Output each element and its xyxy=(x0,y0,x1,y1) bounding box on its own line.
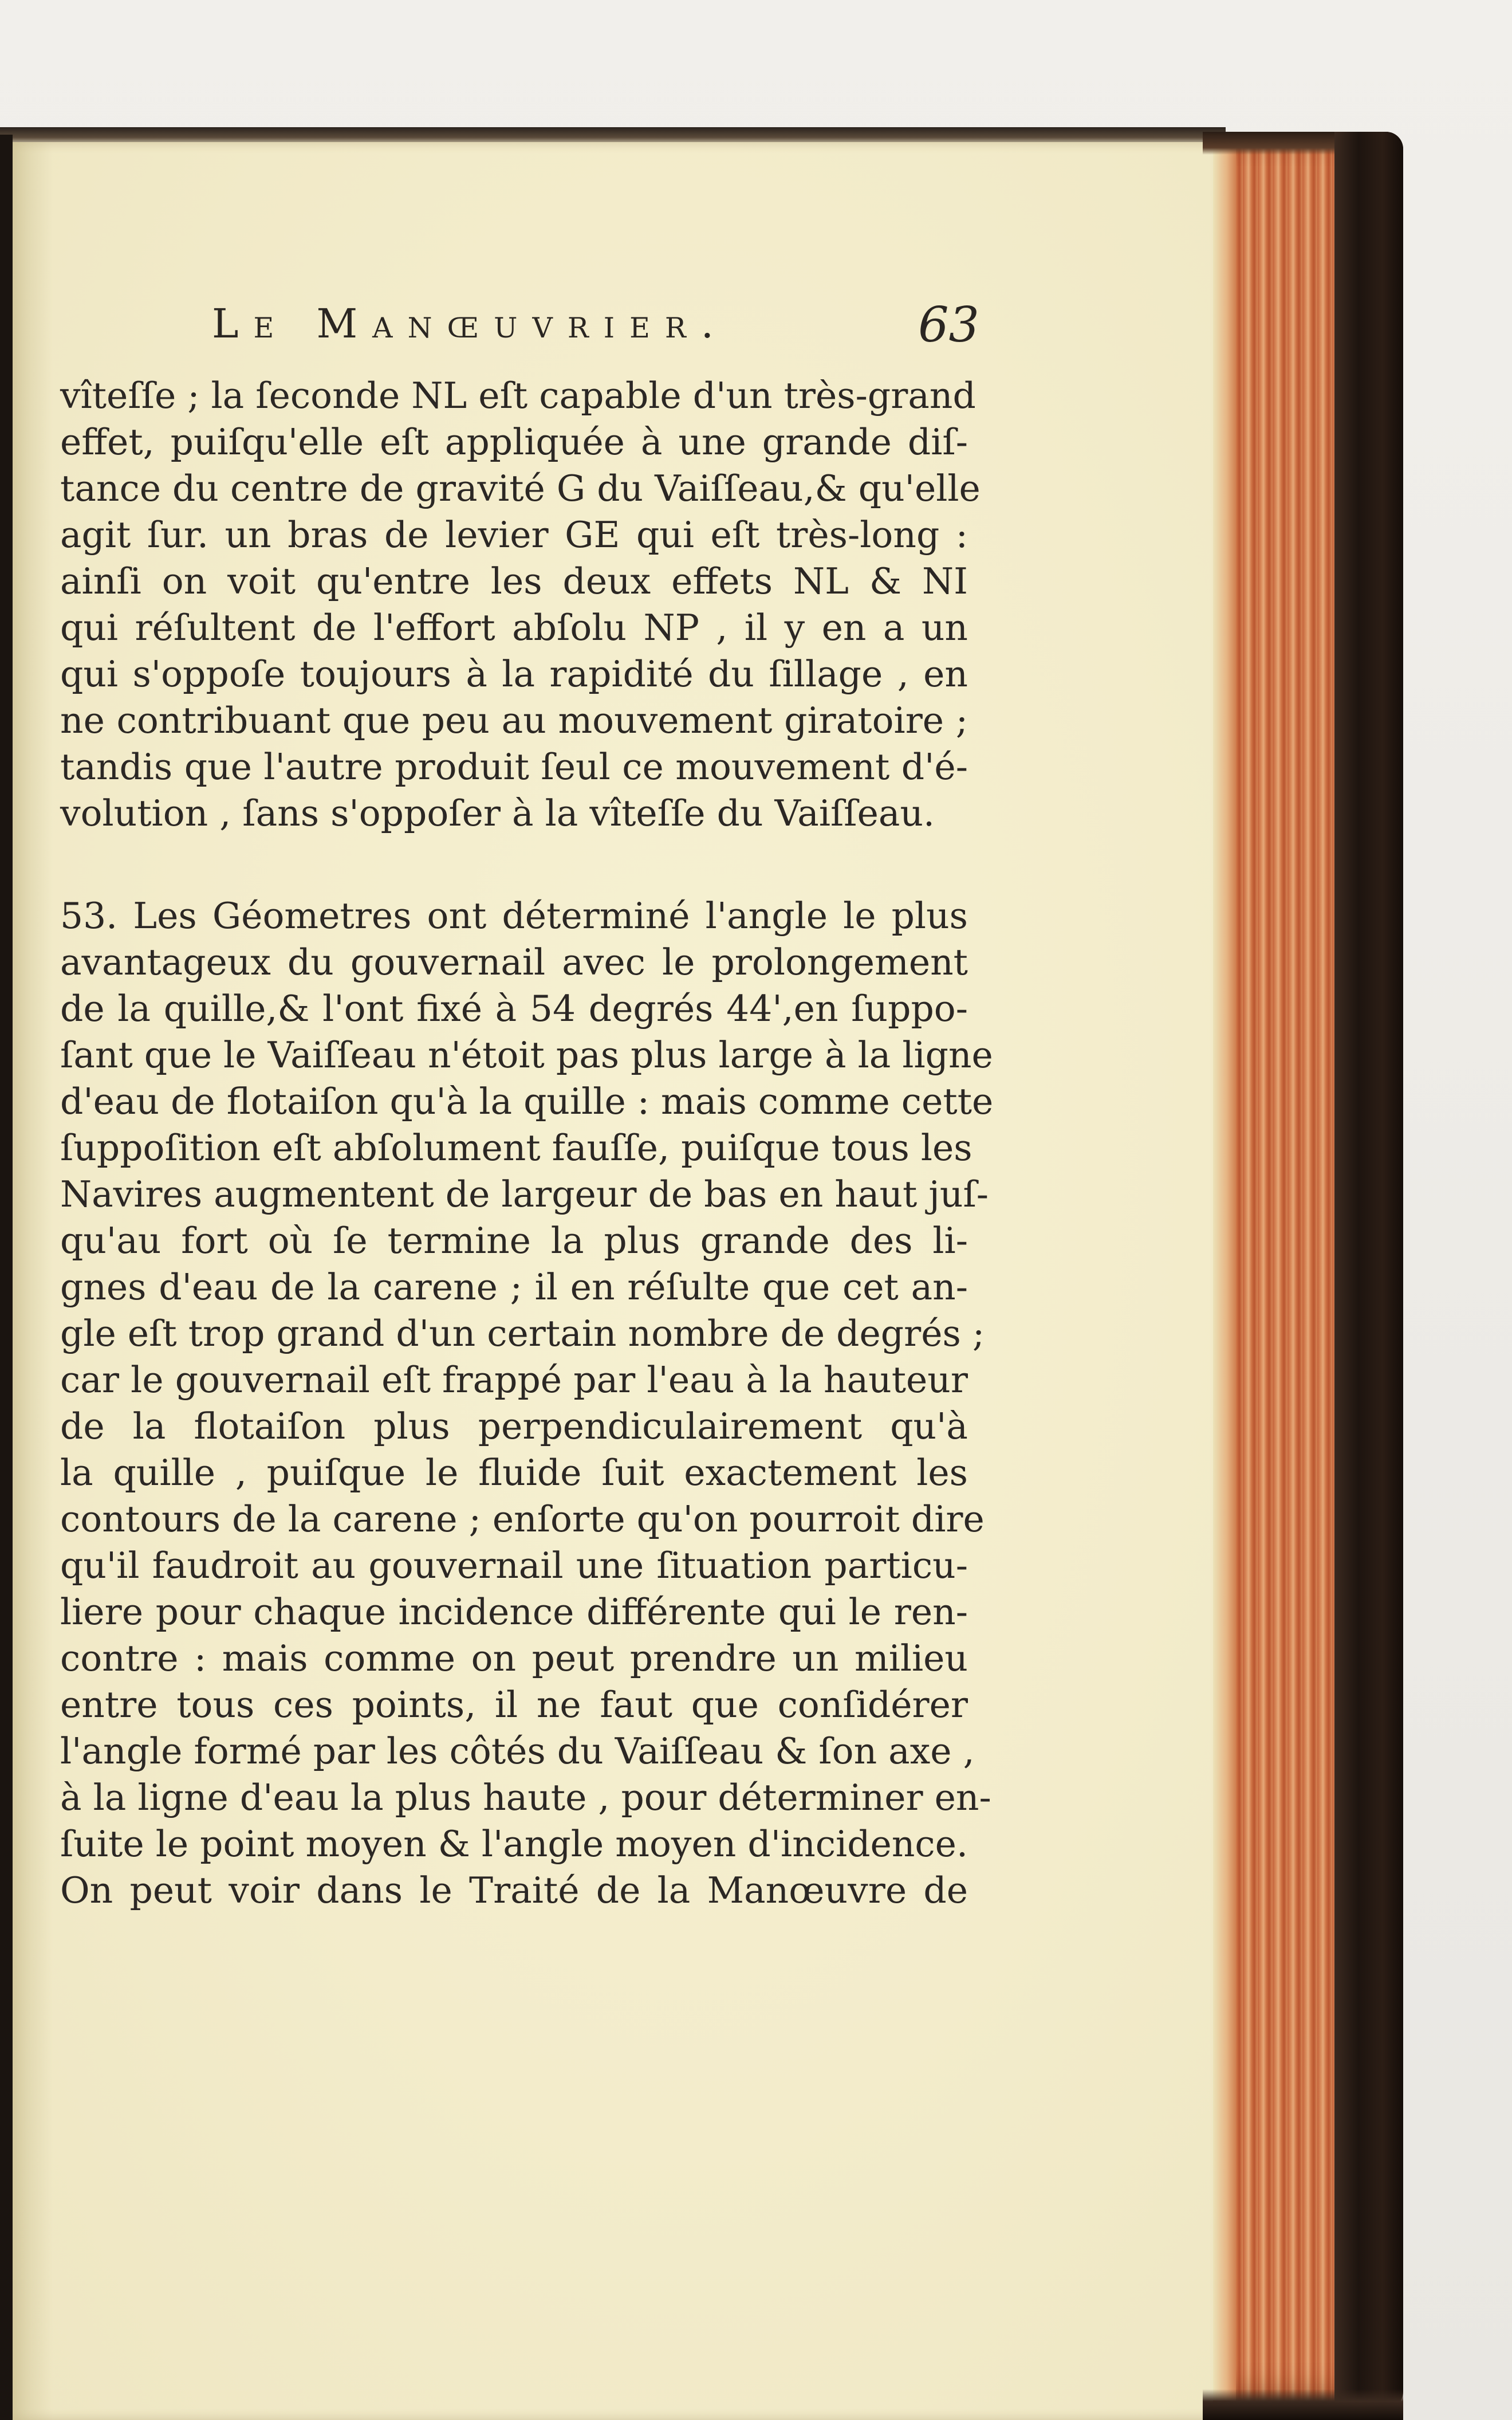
text-line: d'eau de flotaiſon qu'à la quille : mais comme cette xyxy=(60,1081,994,1122)
text-line: ſuite le point moyen & l'angle moyen d'incidence. xyxy=(60,1823,968,1865)
text-line: liere pour chaque incidence différente qui le ren- xyxy=(60,1591,968,1633)
text-line: contre : mais comme on peut prendre un milieu xyxy=(60,1637,968,1679)
paragraph-gap xyxy=(60,836,968,893)
text-line: agit ſur. un bras de levier GE qui eſt très-long : xyxy=(60,514,968,556)
page-number: 63 xyxy=(918,297,979,353)
text-line: ſuppoſition eſt abſolument fauſſe, puiſque tous les xyxy=(60,1127,972,1169)
text-line: Navires augmentent de largeur de bas en haut juſ- xyxy=(60,1173,989,1215)
text-line: On peut voir dans le Traité de la Manœuvre de xyxy=(60,1869,968,1911)
text-line: 53. Les Géometres ont déterminé l'angle le plus xyxy=(60,895,968,937)
text-line: car le gouvernail eſt frappé par l'eau à la hauteur xyxy=(60,1359,968,1401)
text-line: qui s'oppoſe toujours à la rapidité du ſillage , en xyxy=(60,653,968,695)
text-line: vîteſſe ; la ſeconde NL eſt capable d'un très-grand xyxy=(60,375,976,417)
text-line: qui réſultent de l'effort abſolu NP , il y en a un xyxy=(60,607,968,649)
text-line: gle eſt trop grand d'un certain nombre de degrés ; xyxy=(60,1313,985,1354)
book-binding xyxy=(0,135,13,2420)
text-line: avantageux du gouvernail avec le prolongement xyxy=(60,941,968,983)
text-line: la quille , puiſque le fluide ſuit exactement les xyxy=(60,1452,968,1494)
text-line: volution , ſans s'oppoſer à la vîteſſe du Vaiſſeau. xyxy=(60,792,935,834)
text-line: l'angle formé par les côtés du Vaiſſeau & ſon axe , xyxy=(60,1730,975,1772)
text-line: ſant que le Vaiſſeau n'étoit pas plus large à la ligne xyxy=(60,1034,993,1076)
text-line: de la quille,& l'ont fixé à 54 degrés 44',en ſuppo- xyxy=(60,988,968,1030)
text-line: contours de la carene ; enſorte qu'on pourroit dire xyxy=(60,1498,985,1540)
text-line: effet, puiſqu'elle eſt appliquée à une grande diſ- xyxy=(60,421,968,463)
text-line: ne contribuant que peu au mouvement giratoire ; xyxy=(60,700,968,741)
text-line: gnes d'eau de la carene ; il en réſulte que cet an- xyxy=(60,1266,968,1308)
page-edge-highlight xyxy=(1213,143,1236,2401)
running-title: Le Manœuvrier. xyxy=(212,300,729,347)
body-text xyxy=(60,372,994,1914)
text-line: entre tous ces points, il ne faut que conſidérer xyxy=(60,1684,968,1726)
text-line: de la flotaiſon plus perpendiculairement qu'à xyxy=(60,1405,968,1447)
text-line: tandis que l'autre produit ſeul ce mouvement d'é- xyxy=(60,746,968,788)
text-line: à la ligne d'eau la plus haute , pour déterminer en- xyxy=(60,1777,991,1818)
cover-bottom-corner xyxy=(1203,2389,1403,2420)
text-line: tance du centre de gravité G du Vaiſſeau,& qu'elle xyxy=(60,467,981,509)
paragraph xyxy=(60,372,981,836)
page-gutter xyxy=(13,142,53,2420)
text-line: ainſi on voit qu'entre les deux effets NL & NI xyxy=(60,560,968,602)
page-header xyxy=(212,292,979,361)
text-line: qu'au fort où ſe termine la plus grande des li- xyxy=(60,1220,968,1262)
text-line: qu'il faudroit au gouvernail une ſituation particu- xyxy=(60,1545,968,1586)
paragraph xyxy=(60,893,994,1914)
book-cover xyxy=(1334,132,1403,2409)
